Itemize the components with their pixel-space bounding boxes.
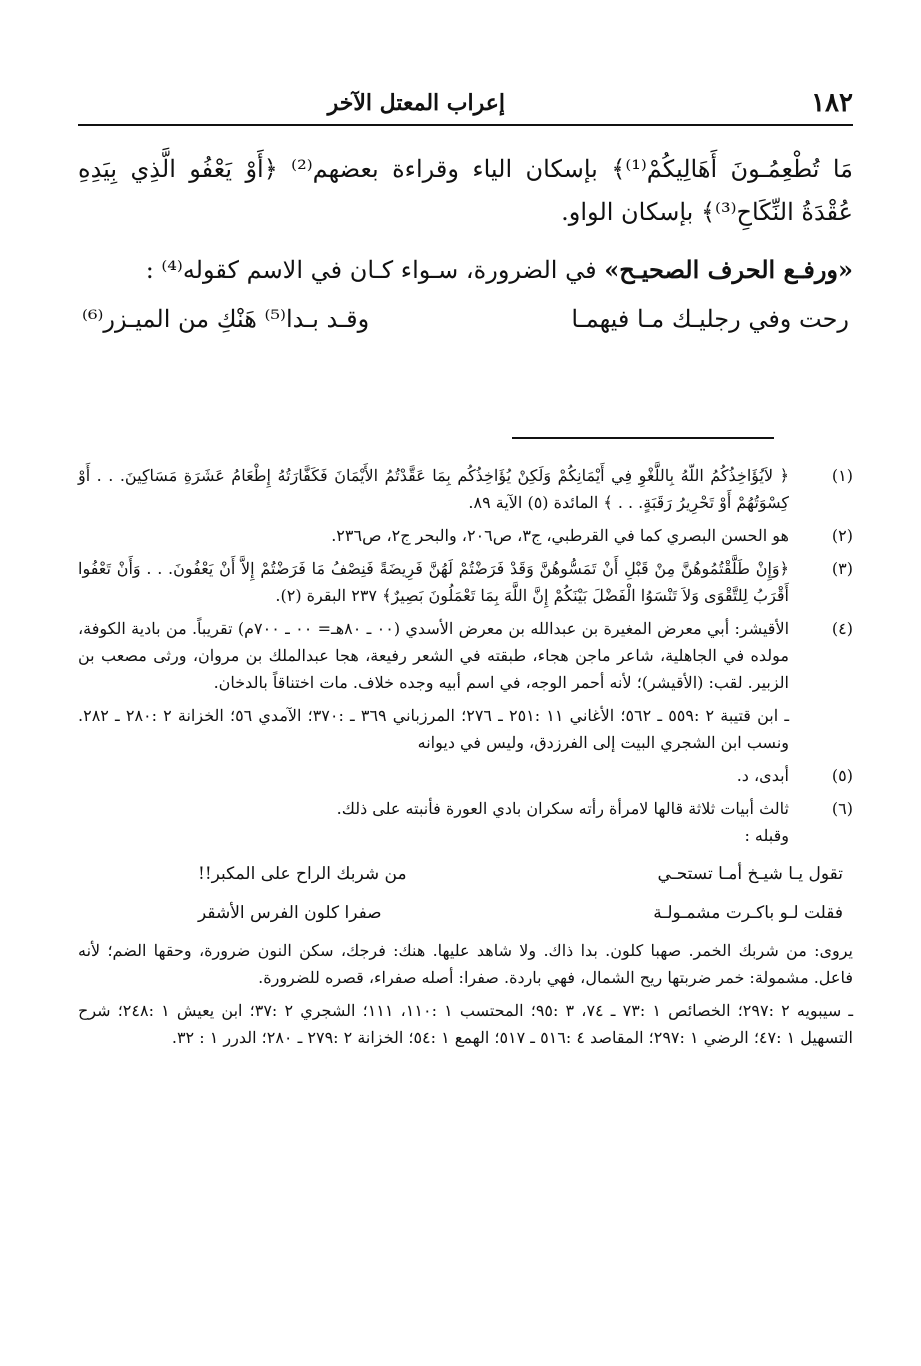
footnote-number: (٦) bbox=[831, 799, 853, 818]
footnote-text: هو الحسن البصري كما في القرطبي، ج٣، ص٢٠٦، والبحر ج٢، ص٢٣٦. bbox=[331, 526, 789, 545]
main-text bbox=[78, 148, 853, 341]
footnote-text: وقبله : bbox=[744, 826, 789, 845]
verse-second-hemistich: من شربك الراح على المكبر!! bbox=[198, 864, 407, 884]
footnote-number: (٥) bbox=[831, 766, 853, 785]
verse-second-hemistich: وقـد بـدا⁽⁵⁾ هَنْكِ من الميـزر⁽⁶⁾ bbox=[82, 305, 370, 333]
footnote-text: ﴿ لاَيُؤَاخِذُكُمُ اللّهُ بِاللَّغْوِ فِي أَيْمَانِكُمْ وَلَكِنْ يُؤَاخِذُكُم بِمَا عَقَّدْتُمُ الأَيْمَانَ فَكَفَّارَتُهُ إِطْعَامُ عَشَرَةِ مَسَاكِينَ. . . أَوْ كِسْوَتُهُمْ أَوْ تَحْرِيرُ رَقَبَةٍ. . . ﴾ المائدة (٥) الآية ٨٩. bbox=[78, 466, 790, 512]
footnote bbox=[78, 762, 853, 789]
header-rule bbox=[78, 124, 853, 126]
text-paragraph bbox=[78, 248, 853, 292]
footnote-text: الأقيشر: أبي معرض المغيرة بن عبدالله بن معرض الأسدي (٠٠ ـ ٨٠هـ= ٠٠ ـ ٧٠٠م) تقريباً. من بادية الكوفة، مولده في الجاهلية، شاعر ماجن هجاء، طبقته في الشعر رفيعة، هجا عبدالملك بن مروان، ورثى مصعب بن الزبير. لقب: (الأقيشر)؛ لأنه أحمر الوجه، في اسم أبيه وجده خلاف. مات اختناقاً بالدخان. bbox=[78, 619, 790, 692]
footnote bbox=[78, 555, 853, 609]
footnote-number: (٢) bbox=[831, 526, 853, 545]
footnote-rule bbox=[512, 437, 774, 439]
verse-first-hemistich: رحت وفي رجليـك مـا فيهمـا bbox=[571, 305, 849, 333]
footnote bbox=[78, 522, 853, 549]
footnote-verse bbox=[78, 861, 853, 888]
footnote-number: (٣) bbox=[831, 559, 853, 578]
footnote-text: ﴿وَإِنْ طَلَّقْتُمُوهُنَّ مِنْ قَبْلِ أَنْ تَمَسُّوهُنَّ وَقَدْ فَرَضْتُمْ لَهُنَّ فَرِيضَةً فَنِصْفُ مَا فَرَضْتُمْ إِلاَّ أَنْ يَعْفُونَ. . . وَأَنْ تَعْفُوا أَقْرَبُ لِلتَّقْوَى وَلاَ تَنْسَوُا الْفَضْلَ بَيْنَكُمْ إِنَّ اللَّهَ بِمَا تَعْمَلُونَ بَصِيرٌ﴾ ٢٣٧ البقرة (٢). bbox=[78, 559, 790, 605]
verse-first-hemistich: فقلت لـو باكـرت مشمـولـة bbox=[653, 903, 843, 923]
footnotes bbox=[78, 462, 853, 1051]
footnote-verse bbox=[78, 900, 853, 927]
paragraph-text: في الضرورة، سـواء كـان في الاسم كقوله⁽⁴⁾ : bbox=[145, 256, 605, 284]
footnote bbox=[78, 615, 853, 756]
verse-second-hemistich: صفرا كلون الفرس الأشقر bbox=[198, 903, 382, 923]
footnote-number: (٤) bbox=[831, 619, 853, 638]
poetry-verse bbox=[78, 298, 853, 341]
footnote-text: ثالث أبيات ثلاثة قالها لامرأة رأته سكران بادي العورة فأنبته على ذلك. bbox=[336, 799, 789, 818]
running-head: إعراب المعتل الآخر bbox=[327, 90, 505, 116]
footnote-text: أبدى، د. bbox=[736, 766, 789, 785]
footnote-number: (١) bbox=[831, 466, 853, 485]
footnote-references: ـ سيبويه ٢ :٢٩٧؛ الخصائص ١ :٧٣ ـ ٧٤، ٣ :٩٥؛ المحتسب ١ :١١٠، ١١١؛ الشجري ٢ :٣٧؛ ابن يعيش ١ :٢٤٨؛ شرح التسهيل ١ :٤٧؛ الرضي ١ :٢٩٧؛ المقاصد ٤ :٥١٦ ـ ٥١٧؛ الهمع ١ :٥٤؛ الخزانة ٢ :٢٧٩ ـ ٢٨٠؛ الدرر ١ : ٣٢. bbox=[78, 1001, 854, 1047]
text-paragraph: مَا تُطْعِمُـونَ أَهَالِيكُمْ⁽¹⁾﴾ بإسكان الياء وقراءة بعضهم⁽²⁾ ﴿أَوْ يَعْفُو الَّذِي بِيَدِهِ عُقْدَةُ النِّكَاحِ⁽³⁾﴾ بإسكان الواو. bbox=[78, 155, 854, 226]
footnote-references: ـ ابن قتيبة ٢ :٥٥٩ ـ ٥٦٢؛ الأغاني ١١ :٢٥١ ـ ٢٧٦؛ المرزباني ٣٦٩ ـ :٣٧٠؛ الآمدي ٥٦؛ الخزانة ٢ :٢٨٠ ـ ٢٨٢. ونسب ابن الشجري البيت إلى الفرزدق، وليس في ديوانه bbox=[78, 706, 790, 752]
footnote bbox=[78, 795, 853, 849]
page-header bbox=[78, 86, 853, 122]
footnote-text: يروى: من شربك الخمر. صهبا كلون. بدا ذاك. ولا شاهد عليها. هنك: فرجك، سكن النون ضرورة، وحقها الضم؛ لأنه فاعل. مشمولة: خمر ضربتها ريح الشمال، فهي باردة. صفرا: أصله صفراء، قصره للضرورة. bbox=[78, 941, 853, 987]
page-number: ١٨٢ bbox=[811, 88, 853, 118]
bold-phrase: «ورفـع الحرف الصحيـح» bbox=[604, 255, 853, 284]
footnote bbox=[78, 462, 853, 516]
verse-first-hemistich: تقول يـا شيـخ أمـا تستحـي bbox=[657, 864, 843, 884]
